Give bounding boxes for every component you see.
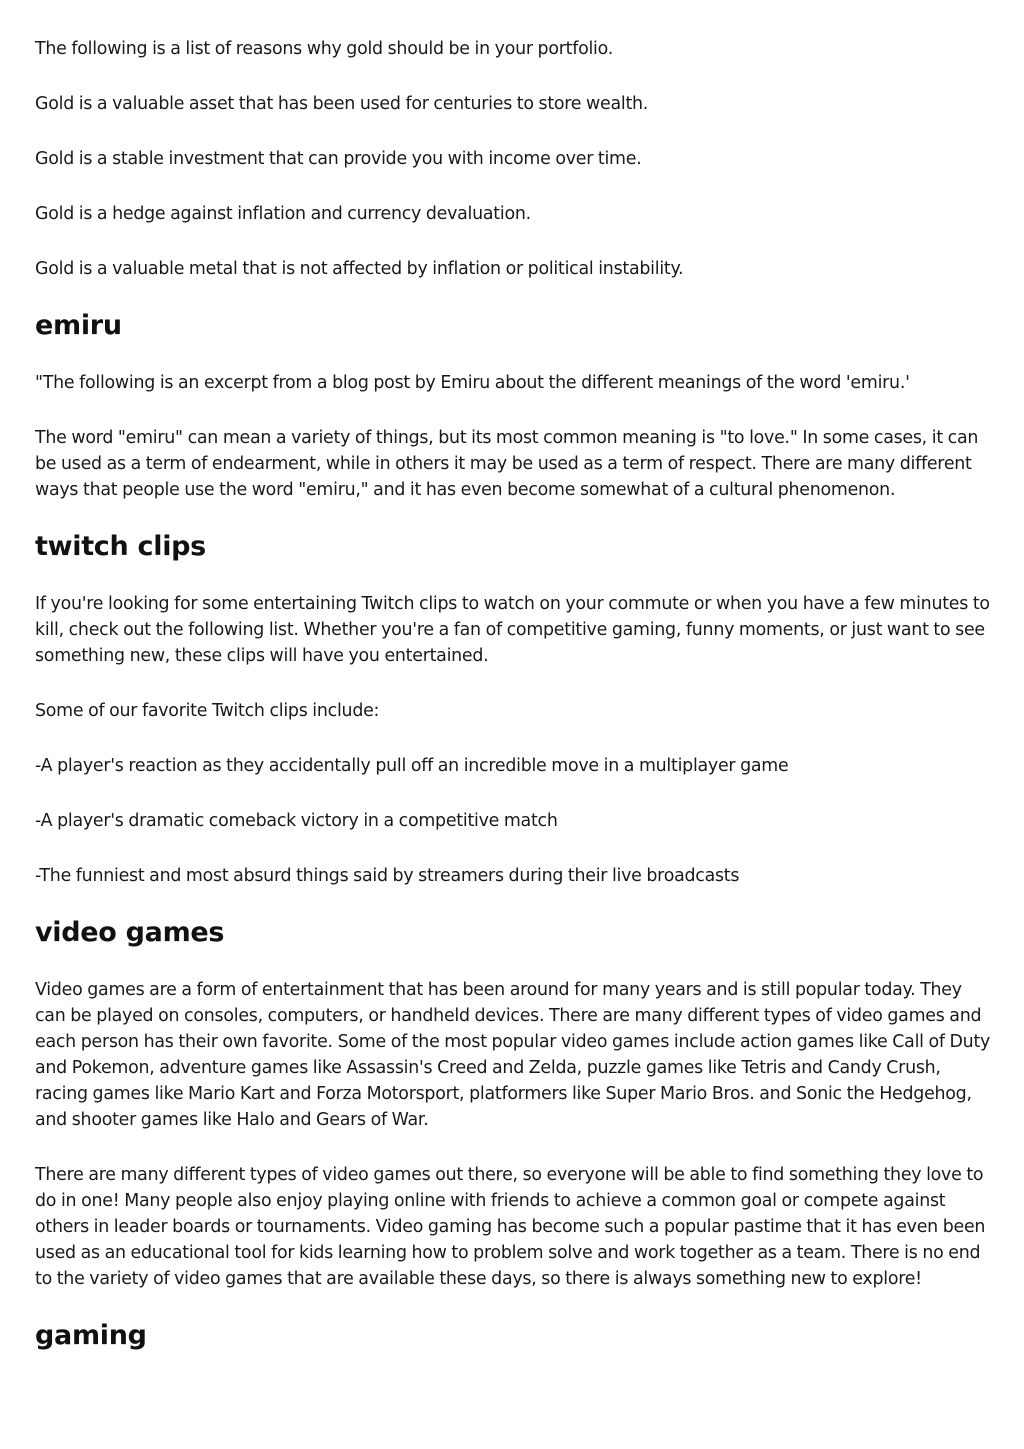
section-heading-emiru: emiru	[35, 310, 122, 341]
intro-line: Gold is a valuable asset that has been used for centuries to store wealth.	[35, 94, 649, 114]
intro-line: The following is a list of reasons why gold should be in your portfolio.	[35, 39, 613, 59]
section-paragraph: The word "emiru" can mean a variety of things, but its most common meaning is "to love." In some cases, it can be used as a term of endearment, while in others it may be used as a term of respect. There are many different ways that people use the word "emiru," and it has even become somewhat of a cultural phenomenon.	[35, 428, 979, 500]
section-paragraph: "The following is an excerpt from a blog post by Emiru about the different meanings of the word 'emiru.'	[35, 373, 910, 393]
section-heading-gaming: gaming	[35, 1320, 147, 1351]
section-paragraph: Some of our favorite Twitch clips include:	[35, 701, 380, 721]
list-item: -A player's dramatic comeback victory in a competitive match	[35, 811, 558, 831]
intro-line: Gold is a valuable metal that is not affected by inflation or political instability.	[35, 259, 684, 279]
section-paragraph: Video games are a form of entertainment that has been around for many years and is still popular today. They can be played on consoles, computers, or handheld devices. There are many different types of video games and each person has their own favorite. Some of the most popular video games include action games like Call of Duty and Pokemon, adventure games like Assassin's Creed and Zelda, puzzle games like Tetris and Candy Crush, racing games like Mario Kart and Forza Motorsport, platformers like Super Mario Bros. and Sonic the Hedgehog, and shooter games like Halo and Gears of War.	[35, 980, 991, 1130]
section-paragraph: If you're looking for some entertaining Twitch clips to watch on your commute or when you have a few minutes to kill, check out the following list. Whether you're a fan of competitive gaming, funny moments, or just want to see something new, these clips will have you entertained.	[35, 594, 990, 666]
section-paragraph: There are many different types of video games out there, so everyone will be able to find something they love to do in one! Many people also enjoy playing online with friends to achieve a common goal or compete against others in leader boards or tournaments. Video gaming has become such a popular pastime that it has even been used as an educational tool for kids learning how to problem solve and work together as a team. There is no end to the variety of video games that are available these days, so there is always something new to explore!	[35, 1165, 986, 1289]
intro-line: Gold is a stable investment that can provide you with income over time.	[35, 149, 642, 169]
intro-line: Gold is a hedge against inflation and currency devaluation.	[35, 204, 531, 224]
list-item: -A player's reaction as they accidentally pull off an incredible move in a multiplayer game	[35, 756, 789, 776]
section-heading-video-games: video games	[35, 917, 225, 948]
article-body	[35, 36, 995, 1354]
list-item: -The funniest and most absurd things said by streamers during their live broadcasts	[35, 866, 740, 886]
section-heading-twitch-clips: twitch clips	[35, 531, 206, 562]
